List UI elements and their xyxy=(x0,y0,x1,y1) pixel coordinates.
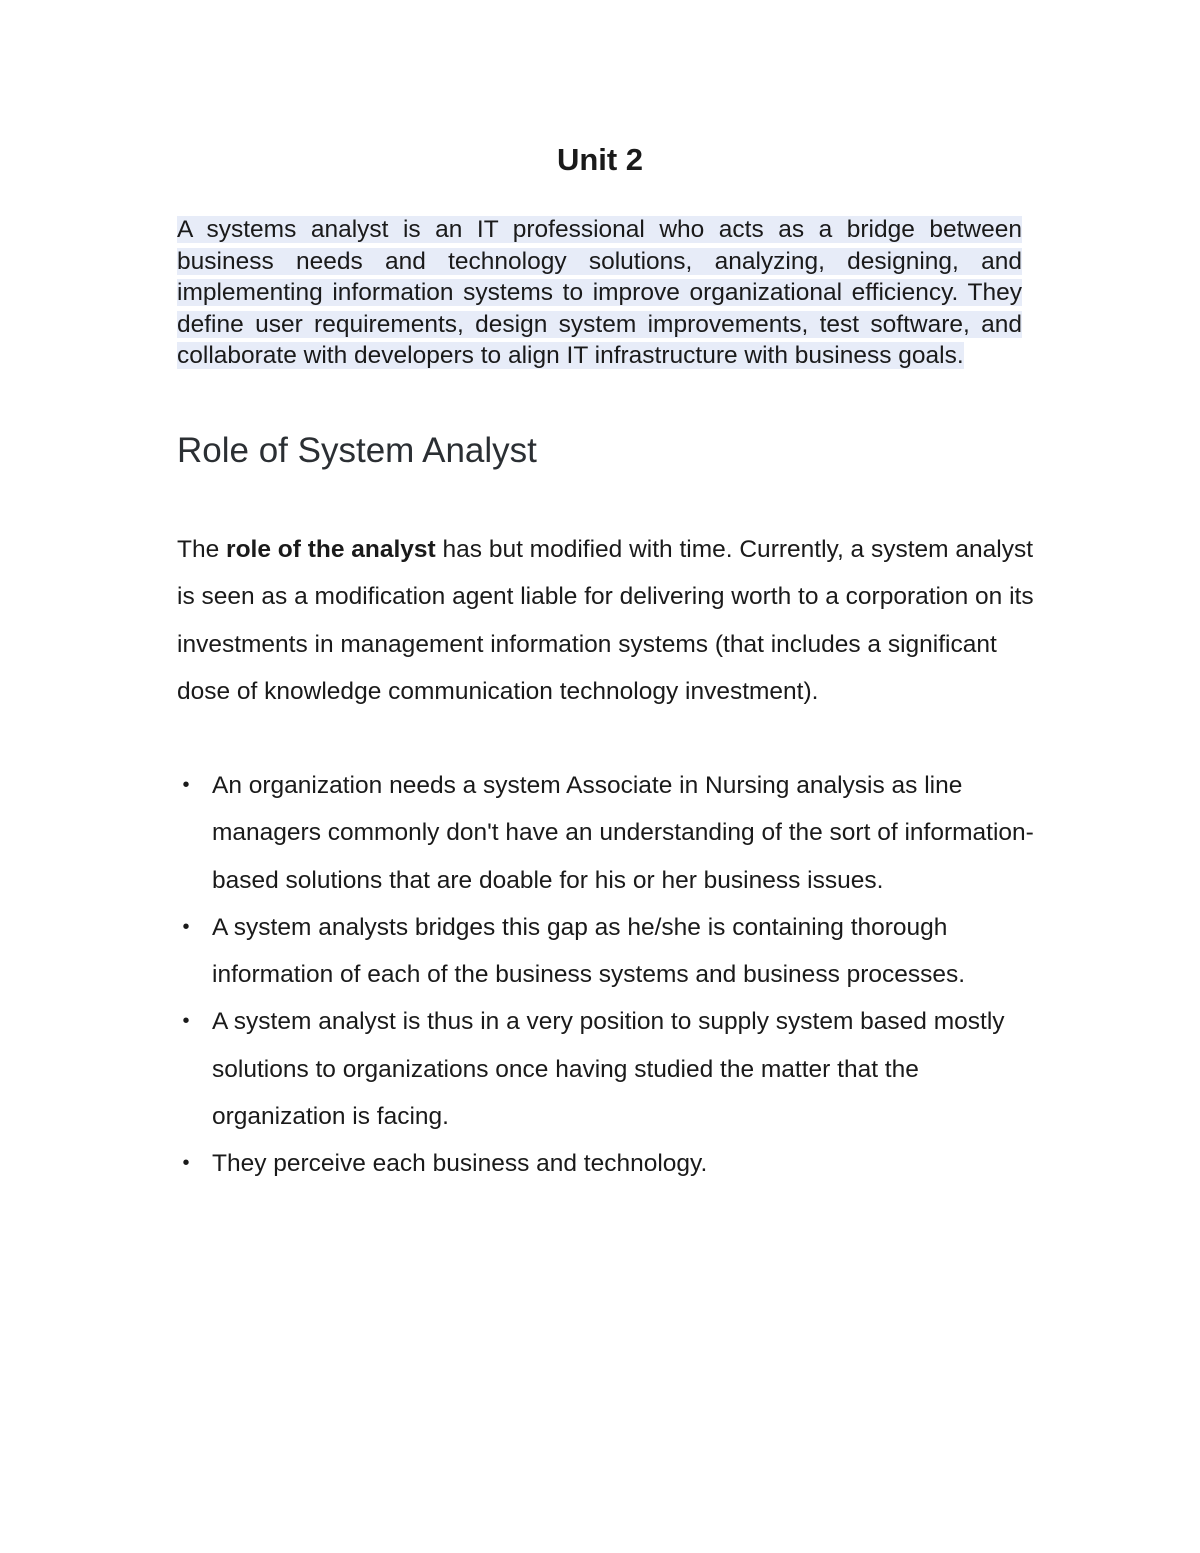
paragraph-bold-phrase: role of the analyst xyxy=(226,536,436,563)
unit-title: Unit 2 xyxy=(556,142,644,177)
bullet-dot-icon: • xyxy=(182,1010,190,1033)
bullet-list xyxy=(182,762,1042,1188)
bullet-item xyxy=(182,998,1042,1140)
bullet-text: They perceive each business and technology. xyxy=(212,1150,708,1178)
bullet-dot-icon: • xyxy=(182,774,190,796)
bullet-item xyxy=(182,1140,1042,1187)
bullet-text: A system analysts bridges this gap as he/she is containing thorough information of each of the business systems and business processes. xyxy=(212,913,966,989)
section-heading: Role of System Analyst xyxy=(177,431,537,470)
bullet-item xyxy=(182,904,1042,999)
paragraph-rest: has but modified with time. Currently, a system analyst is seen as a modification agent liable for delivering worth to a corporation on its investments in management information systems (that includes a significant dose of knowledge communication technology investment). xyxy=(177,536,1034,705)
paragraph-lead: The xyxy=(177,536,227,563)
intro-highlighted-text: A systems analyst is an IT professional who acts as a bridge between business needs and technology solutions, analyzing, designing, and implementing information systems to improve organizational efficiency. They define user requirements, design system improvements, test software, and collaborate with developers to align IT infrastructure with business goals. xyxy=(177,216,1022,369)
bullet-text: A system analyst is thus in a very position to supply system based mostly solutions to organizations once having studied the matter that the organization is facing. xyxy=(212,1008,1005,1131)
role-paragraph xyxy=(177,526,1037,715)
bullet-dot-icon: • xyxy=(182,1152,190,1175)
bullet-dot-icon: • xyxy=(182,915,190,938)
bullet-text: An organization needs a system Associate in Nursing analysis as line managers commonly don't have an understanding of the sort of information-based solutions that are doable for his or her business issues. xyxy=(212,772,1034,894)
bullet-item xyxy=(182,762,1042,904)
intro-paragraph xyxy=(177,214,1022,372)
